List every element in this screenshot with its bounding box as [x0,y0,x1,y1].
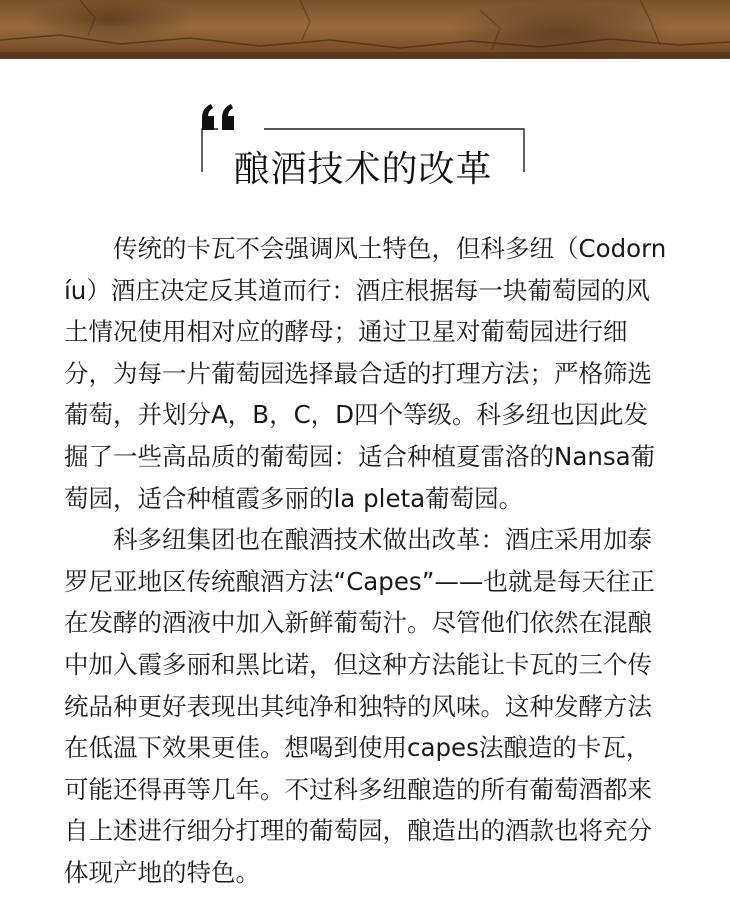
header-photo [0,0,730,59]
section-heading [200,102,526,198]
cellar-floor-texture [0,0,730,59]
paragraph: 传统的卡瓦不会强调风土特色，但科多纽（Codorníu）酒庄决定反其道而行：酒庄根据每一块葡萄园的风土情况使用相对应的酵母；通过卫星对葡萄园进行细分，为每一片葡萄园选择最合适的打理方法；严格筛选葡萄，并划分A，B，C，D四个等级。科多纽也因此发掘了一些高品质的葡萄园：适合种植夏雷洛的Nansa葡萄园，适合种植霞多丽的la pleta葡萄园。 [64,234,667,513]
paragraph: 科多纽集团也在酿酒技术做出改革：酒庄采用加泰罗尼亚地区传统酿酒方法“Capes”——也就是每天往正在发酵的酒液中加入新鲜葡萄汁。尽管他们依然在混酿中加入霞多丽和黑比诺，但这种方法能让卡瓦的三个传统品种更好表现出其纯净和独特的风味。这种发酵方法在低温下效果更佳。想喝到使用capes法酿造的卡瓦，可能还得再等几年。不过科多纽酿造的所有葡萄酒都来自上述进行细分打理的葡萄园，酿造出的酒款也将充分体现产地的特色。 [64,525,655,887]
open-quote-icon [200,102,240,132]
article-body [64,228,670,894]
page-title: 酿酒技术的改革 [233,149,493,190]
